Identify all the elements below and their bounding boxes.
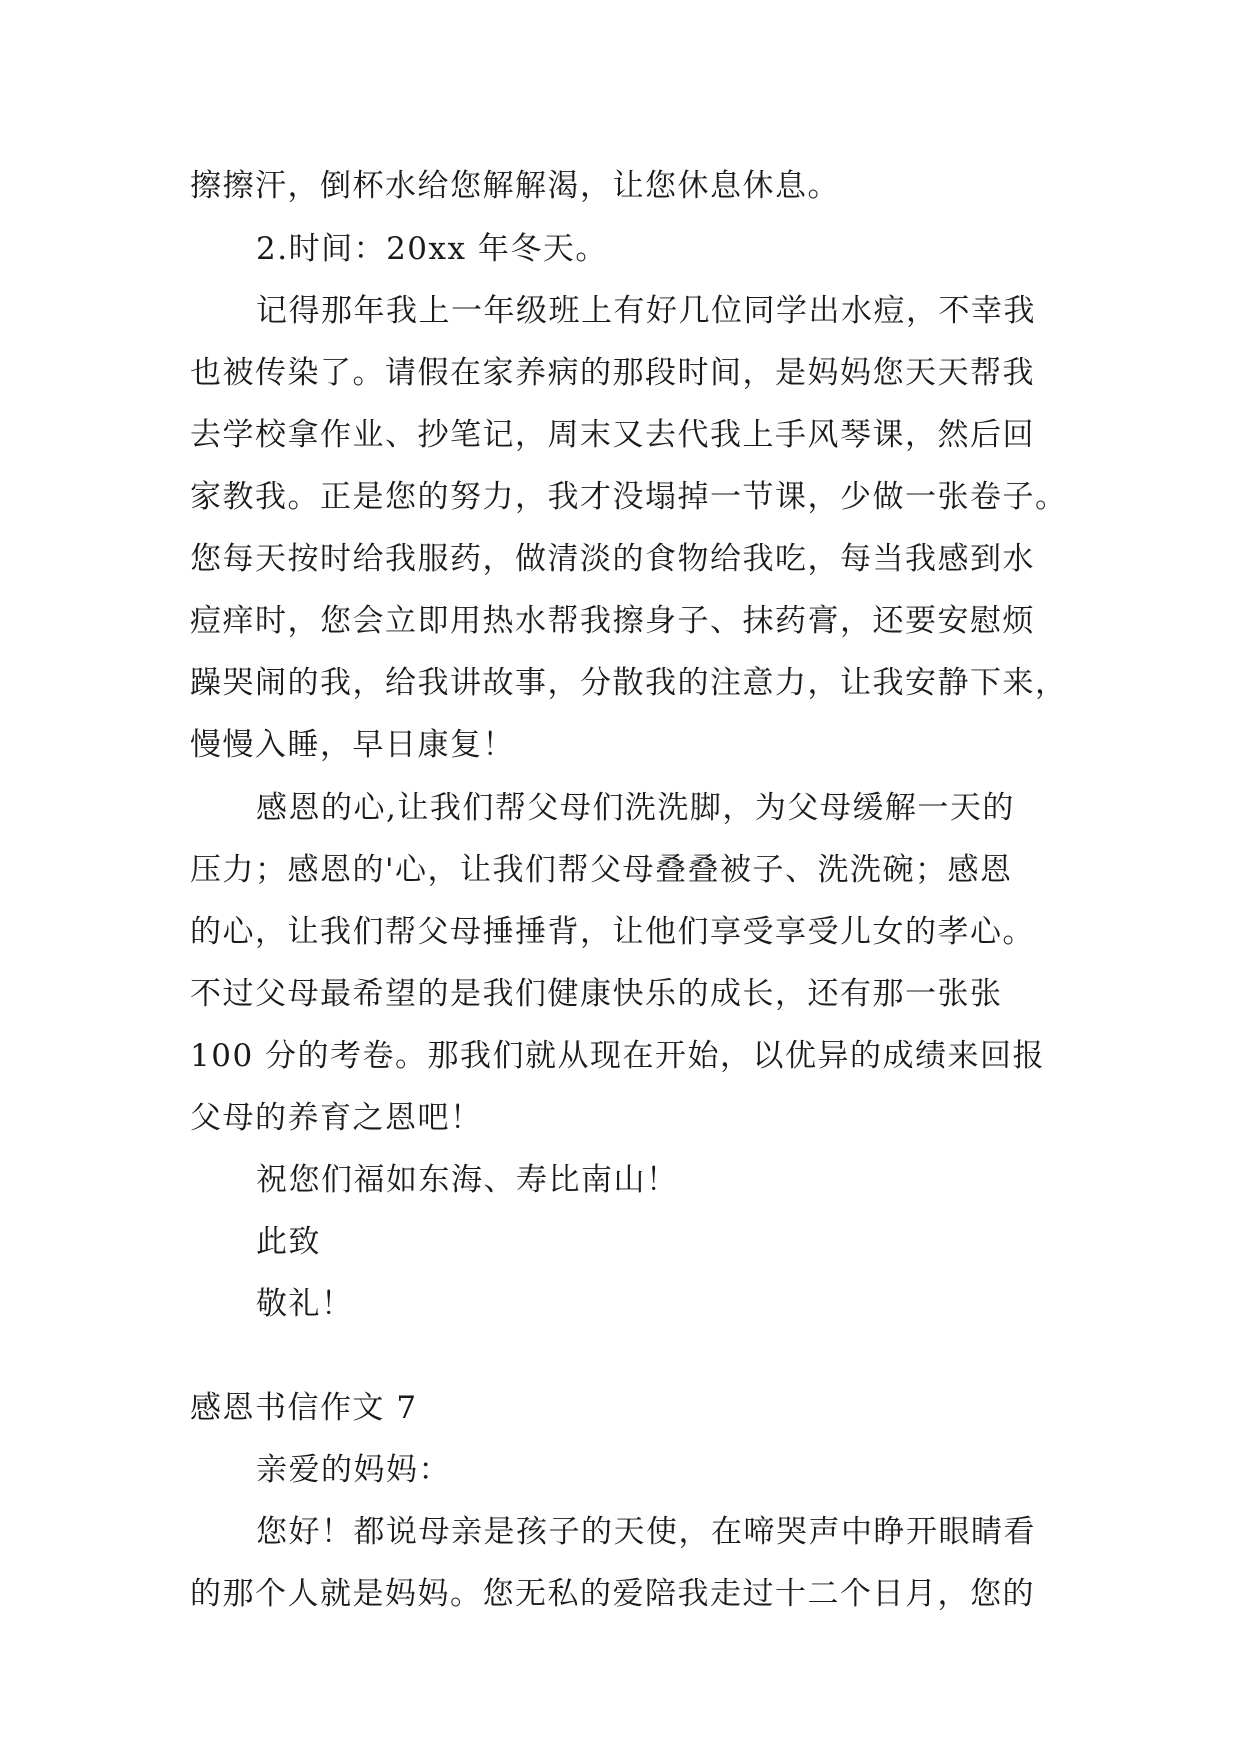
paragraph-start: 感恩的心,让我们帮父母们洗洗脚，为父母缓解一天的 [256,790,1015,826]
text-line: 擦擦汗，倒杯水给您解解渴，让您休息休息。 [190,168,840,204]
paragraph-start: 记得那年我上一年级班上有好几位同学出水痘，不幸我 [256,293,1036,329]
text-line: 的心，让我们帮父母捶捶背，让他们享受享受儿女的孝心。 [190,914,1035,950]
text-line: 不过父母最希望的是我们健康快乐的成长，还有那一张张 [190,976,1003,1012]
closing-wish: 祝您们福如东海、寿比南山！ [256,1162,679,1198]
text-line: 也被传染了。请假在家养病的那段时间，是妈妈您天天帮我 [190,355,1035,391]
letter-greeting: 亲爱的妈妈： [256,1452,451,1488]
text-line: 的那个人就是妈妈。您无私的爱陪我走过十二个日月，您的 [190,1576,1035,1612]
text-line: 100 分的考卷。那我们就从现在开始，以优异的成绩来回报 [190,1038,1046,1074]
text-line: 躁哭闹的我，给我讲故事，分散我的注意力，让我安静下来， [190,665,1068,701]
closing-respect: 敬礼！ [256,1286,354,1322]
text-line: 父母的养育之恩吧！ [190,1100,483,1136]
text-line: 痘痒时，您会立即用热水帮我擦身子、抹药膏，还要安慰烦 [190,603,1035,639]
closing-salutation: 此致 [256,1224,321,1260]
text-line: 压力；感恩的'心，让我们帮父母叠叠被子、洗洗碗；感恩 [190,852,1013,888]
text-line: 您每天按时给我服药，做清淡的食物给我吃，每当我感到水 [190,541,1035,577]
section-heading: 感恩书信作文 7 [190,1390,418,1426]
paragraph-start: 您好！都说母亲是孩子的天使，在啼哭声中睁开眼睛看 [256,1514,1036,1550]
text-line: 去学校拿作业、抄笔记，周末又去代我上手风琴课，然后回 [190,417,1035,453]
text-line: 2.时间：20xx 年冬天。 [256,231,608,267]
text-line: 家教我。正是您的努力，我才没塌掉一节课，少做一张卷子。 [190,479,1068,515]
text-line: 慢慢入睡，早日康复！ [190,727,515,763]
